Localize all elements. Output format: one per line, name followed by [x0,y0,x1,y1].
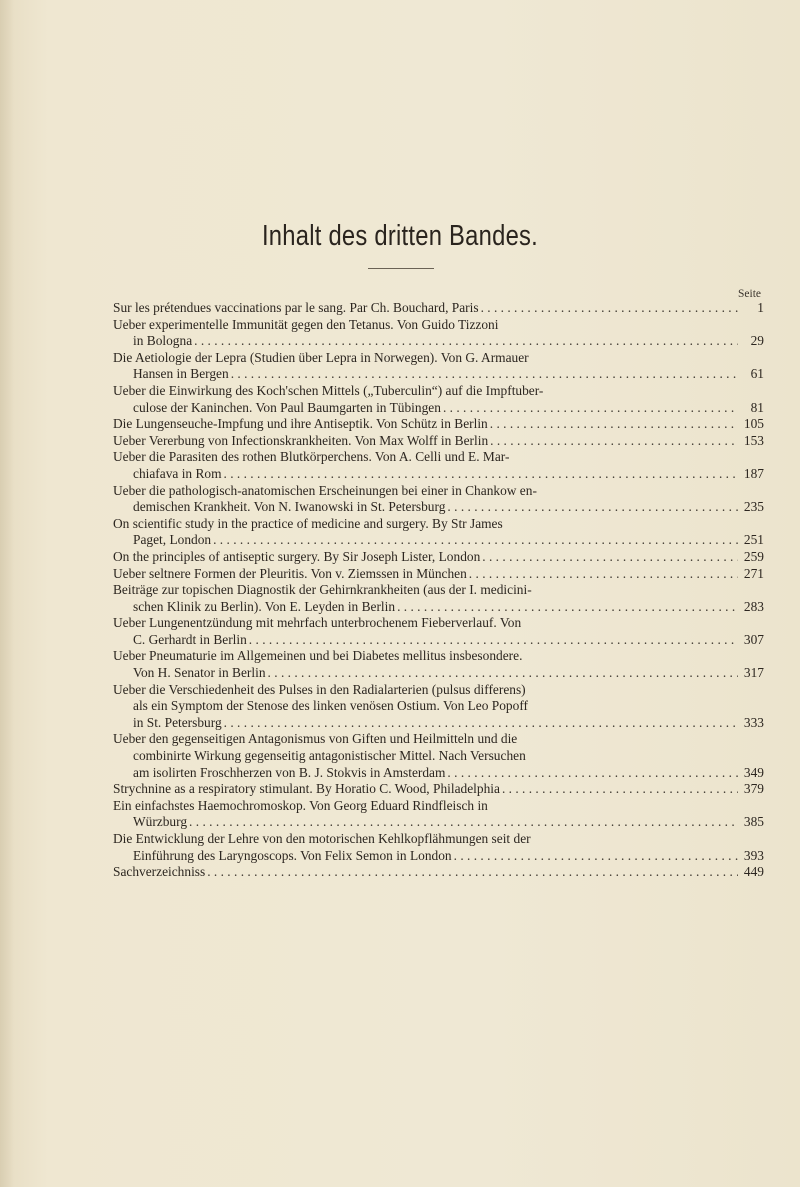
toc-entry-line [113,648,738,665]
toc-page-number: 61 [750,366,764,382]
toc-entry-text: Ueber seltnere Formen der Pleuritis. Von v. Ziemssen in München [113,565,467,581]
toc-page-number: 81 [750,399,764,415]
page-edge-shadow [0,0,14,1187]
toc-entry-line [113,333,764,350]
toc-page-number: 283 [743,598,764,614]
toc-entry [113,300,764,317]
toc-page-number: 449 [743,864,764,880]
toc-entry-text: Strychnine as a respiratory stimulant. By Horatio C. Wood, Philadelphia [113,781,500,797]
toc-entry-text: On scientific study in the practice of medicine and surgery. By Str James [113,515,503,531]
toc-page-number: 379 [743,781,764,797]
toc-entry [113,449,764,482]
toc-page-number: 393 [743,847,764,863]
dot-leader [469,566,738,583]
toc-entry-line [113,366,764,383]
toc-entry-line [113,350,738,367]
toc-entry-text: Die Entwicklung der Lehre von den motorischen Kehlkopflähmungen seit der [113,831,531,846]
toc-entry-text: Die Aetiologie der Lepra (Studien über Lepra in Norwegen). Von G. Armauer [113,349,529,365]
toc-entry-text: Ueber experimentelle Immunität gegen den Tetanus. Von Guido Tizzoni [113,316,499,332]
toc-entry-text: Einführung des Laryngoscops. Von Felix Semon in London [133,847,452,863]
toc-entry-line [113,532,764,549]
toc-entry-text: am isolirten Froschherzen von B. J. Stokvis in Amsterdam [133,764,446,780]
toc-entry [113,781,764,798]
toc-entry-text: Die Lungenseuche-Impfung und ihre Antiseptik. Von Schütz in Berlin [113,416,488,432]
toc-entry-text: culose der Kaninchen. Von Paul Baumgarten in Tübingen [133,399,441,415]
page-column-header: Seite [738,288,761,300]
dot-leader [224,466,739,483]
dot-leader [213,532,738,549]
dot-leader [481,300,738,317]
toc-entry-line [113,300,764,317]
dot-leader [397,599,738,616]
toc-entry-text: schen Klinik zu Berlin). Von E. Leyden in Berlin [133,598,396,614]
dot-leader [443,400,738,417]
dot-leader [268,665,738,682]
toc-page-number: 317 [743,665,764,681]
toc-entry [113,515,764,549]
toc-entry-text: Ueber Pneumaturie im Allgemeinen und bei Diabetes mellitus insbesondere. [113,648,523,664]
toc-entry-line [113,465,764,483]
toc-entry-line [113,449,738,466]
toc-page-number: 1 [757,300,764,315]
toc-entry-text: C. Gerhardt in Berlin [133,631,247,647]
toc-entry-text: combinirte Wirkung gegenseitig antagonistischer Mittel. Nach Versuchen [133,748,526,764]
toc-entry-line [113,682,738,699]
toc-entry-line [113,764,764,782]
toc-entry-line [113,847,764,865]
toc-entry-line [113,548,764,566]
toc-entry [113,565,764,583]
dot-leader [224,715,738,732]
toc-entry-line [113,814,764,831]
toc-entry-line [113,665,764,682]
toc-entry-text: chiafava in Rom [133,465,222,481]
toc-entry-text: Ueber die Parasiten des rothen Blutkörperchens. Von A. Celli und E. Mar- [113,449,510,465]
page-title: Inhalt des dritten Bandes. [261,220,539,252]
toc-entry-line [113,317,738,334]
dot-leader [490,416,738,433]
toc-entry [113,416,764,433]
toc-entry-text: Würzburg [133,814,188,830]
toc-entry-line [113,483,738,500]
toc-entry-text: Ein einfachstes Haemochromoskop. Von Georg Eduard Rindfleisch in [113,797,488,813]
toc-entry-text: Ueber Lungenentzündung mit mehrfach unterbrochenem Fieberverlauf. Von [113,615,522,631]
dot-leader [482,549,738,566]
toc-entry-line [113,432,764,450]
toc-page-number: 333 [743,714,764,730]
toc-entry-text: Ueber den gegenseitigen Antagonismus von Giften und Heilmitteln und die [113,731,518,747]
dot-leader [249,632,738,649]
toc-page-number: 251 [743,532,764,548]
dot-leader [447,765,738,782]
toc-entry [113,382,764,416]
dot-leader [207,864,738,881]
toc-entry [113,548,764,566]
toc-entry-text: demischen Krankheit. Von N. Iwanowski in St. Petersburg [133,499,446,515]
toc-page-number: 105 [743,416,764,432]
toc-entry-line [113,582,738,599]
toc-entry [113,864,764,881]
toc-page-number: 307 [743,631,764,647]
toc-entry-line [113,399,764,417]
toc-entry [113,582,764,615]
toc-entry-text: On the principles of antiseptic surgery. By Sir Joseph Lister, London [113,548,481,564]
toc-entry-line [113,798,738,815]
toc-page-number: 259 [743,548,764,564]
toc-entry-text: Beiträge zur topischen Diagnostik der Gehirnkrankheiten (aus der I. medicini- [113,582,532,598]
toc-entry-line [113,731,738,748]
dot-leader [454,848,738,865]
toc-entry-text: Paget, London [133,532,212,548]
dot-leader [231,366,738,383]
dot-leader [189,814,738,831]
toc-entry [113,797,764,831]
toc-entry-line [113,383,738,400]
table-of-contents [113,300,764,881]
toc-entry-text: Ueber die pathologisch-anatomischen Erscheinungen bei einer in Chankow en- [113,482,537,498]
title-divider [368,268,434,269]
toc-page-number: 235 [743,499,764,515]
toc-entry-line [113,864,764,881]
toc-page-number: 385 [743,814,764,830]
toc-entry [113,482,764,516]
toc-entry-text: Von H. Senator in Berlin [133,665,266,681]
toc-entry-line [113,499,764,516]
toc-entry-text: Sur les prétendues vaccinations par le sang. Par Ch. Bouchard, Paris [113,300,479,315]
toc-entry [113,349,764,383]
toc-entry [113,316,764,350]
toc-entry-line [113,516,738,533]
toc-entry [113,432,764,450]
toc-page-number: 271 [743,565,764,581]
toc-entry-text: Ueber die Einwirkung des Koch'schen Mittels („Tuberculin“) auf die Impftuber- [113,382,544,398]
toc-entry-text: Ueber Vererbung von Infectionskrankheiten. Von Max Wolff in Berlin [113,432,489,448]
toc-entry-text: Sachverzeichniss [113,864,206,880]
toc-entry [113,648,764,681]
toc-entry-text: Hansen in Bergen [133,366,229,382]
toc-entry-line [113,598,764,616]
toc-entry [113,731,764,781]
toc-entry-line [113,748,738,765]
toc-page-number: 29 [750,333,764,349]
toc-page-number: 349 [743,764,764,780]
dot-leader [490,433,738,450]
toc-entry-line [113,714,764,732]
dot-leader [194,333,738,350]
toc-entry [113,681,764,732]
toc-entry-line [113,615,738,632]
dot-leader [502,781,738,798]
toc-page-number: 153 [743,432,764,448]
toc-entry-line [113,631,764,649]
toc-entry-text: Ueber die Verschiedenheit des Pulses in den Radialarterien (pulsus differens) [113,681,526,697]
toc-entry [113,831,764,864]
toc-entry [113,615,764,648]
toc-page-number: 187 [743,465,764,481]
toc-entry-text: in Bologna [133,333,193,349]
toc-entry-line [113,831,738,848]
toc-entry-text: als ein Symptom der Stenose des linken venösen Ostium. Von Leo Popoff [133,698,528,714]
toc-entry-line [113,698,738,715]
toc-entry-line [113,781,764,798]
toc-entry-line [113,565,764,583]
dot-leader [447,499,738,516]
toc-entry-line [113,416,764,433]
toc-entry-text: in St. Petersburg [133,714,222,730]
